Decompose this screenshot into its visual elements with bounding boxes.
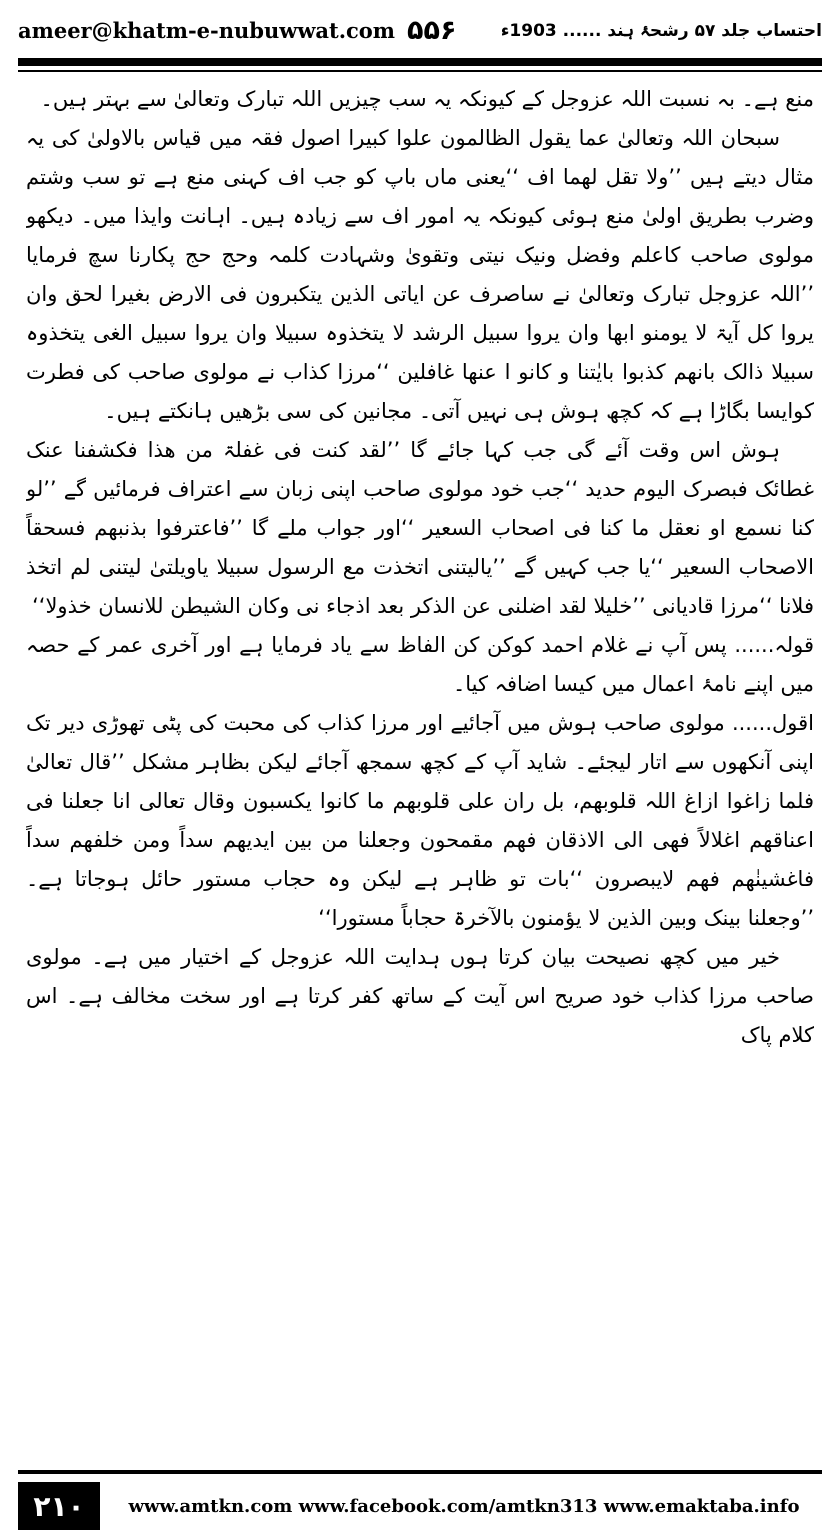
footer-websites: www.amtkn.com www.facebook.com/amtkn313 www.emaktaba.info xyxy=(128,1495,800,1517)
page-footer xyxy=(18,1480,822,1532)
paragraph-6: خیر میں کچھ نصیحت بیان کرتا ہوں ہدایت اللہ عزوجل کے اختیار میں ہے۔ مولوی صاحب مرزا کذاب خود صریح اس آیت کے ساتھ کفر کرتا ہے اور سخت مخالف ہے۔ اس کلام پاک xyxy=(26,945,814,1047)
paragraph-4: قولہ...... پس آپ نے غلام احمد کوکن کن الفاظ سے یاد فرمایا ہے اور آخری عمر کے حصہ میں اپنے نامۂ اعمال میں کیسا اضافہ کیا۔ xyxy=(26,633,814,696)
header-email: ameer@khatm-e-nubuwwat.com xyxy=(18,17,396,43)
header-running-title: احتساب جلد ۵۷ رشحۂ ہند ...... 1903ء xyxy=(500,20,822,41)
footer-rule xyxy=(18,1470,822,1474)
paragraph-2: سبحان اللہ وتعالیٰ عما یقول الظالمون علوا کبیرا اصول فقہ میں قیاس بالاولیٰ کی یہ مثال دیتے ہیں ’’ولا تقل لھما اف ‘‘یعنی ماں باپ کو جب اف کہنی منع ہے تو سب وشتم وضرب بطریق اولیٰ منع ہوئی کیونکہ یہ امور اف سے زیادہ ہیں۔ اہانت وایذا میں۔ دیکھو مولوی صاحب کاعلم وفضل ونیک نیتی وتقویٰ وشہادت کلمہ وحج حج پکارنا سچ فرمایا ’’اللہ عزوجل تبارک وتعالیٰ نے ساصرف عن ایاتی الذین یتکبرون فی الارض بغیرا لحق وان یروا کل آیۃ لا یومنو ابھا وان یروا سبیل الرشد لا یتخذوہ سبیلا وان یروا سبیل الغی یتخذوہ سبیلا ذالک بانھم کذبوا بایٰتنا و کانو ا عنھا غافلین ‘‘مرزا کذاب نے مولوی صاحب کی فطرت کوایسا بگاڑا ہے کہ کچھ ہوش ہی نہیں آتی۔ مجانین کی سی بڑھیں ہانکتے ہیں۔ xyxy=(26,126,814,423)
footer-page-number: ۲۱۰ xyxy=(18,1482,100,1530)
page-body-text xyxy=(26,80,814,1452)
paragraph-5: اقول...... مولوی صاحب ہوش میں آجائیے اور مرزا کذاب کی محبت کی پٹی تھوڑی دیر تک اپنی آنکھوں سے اتار لیجئے۔ شاید آپ کے کچھ سمجھ آجائے لیکن بظاہر مشکل ’’قال تعالیٰ فلما زاغوا ازاغ اللہ قلوبھم، بل ران علی قلوبھم ما کانوا یکسبون وقال تعالی انا جعلنا فی اعناقھم اغلالاً فھی الی الاذقان فھم مقمحون وجعلنا من بین ایدیھم سداً ومن خلفھم سداً فاغشینٰھم فھم لایبصرون ‘‘بات تو ظاہر ہے لیکن وہ حجاب مستور حائل ہوجاتا ہے۔ ’’وجعلنا بینک وبین الذین لا یؤمنون بالآخرۃ حجاباً مستورا‘‘ xyxy=(26,711,814,930)
paragraph-1: منع ہے۔ بہ نسبت اللہ عزوجل کے کیونکہ یہ سب چیزیں اللہ تبارک وتعالیٰ سے بہتر ہیں۔ xyxy=(40,87,814,111)
header-rule-thick xyxy=(18,58,822,66)
paragraph-3: ہوش اس وقت آئے گی جب کہا جائے گا ’’لقد کنت فی غفلۃ من ھذا فکشفنا عنک غطائک فبصرک الیوم حدید ‘‘جب خود مولوی صاحب اپنی زبان سے اعتراف فرمائیں گے ’’لو کنا نسمع او نعقل ما کنا فی اصحاب السعیر ‘‘اور جواب ملے گا ’’فاعترفوا بذنبھم فسحقاً الاصحاب السعیر ‘‘یا جب کہیں گے ’’یالیتنی اتخذت مع الرسول سبیلا یاویلتیٰ لیتنی لم اتخذ فلانا ‘‘مرزا قادیانی ’’خلیلا لقد اضلنی عن الذکر بعد اذجاء نی وکان الشیطن للانسان خذولا‘‘ xyxy=(26,438,814,618)
header-rule-thin xyxy=(18,70,822,72)
page-header xyxy=(18,8,822,52)
header-page-number: ۵۵۶ xyxy=(407,14,457,46)
header-left-group xyxy=(18,15,456,46)
